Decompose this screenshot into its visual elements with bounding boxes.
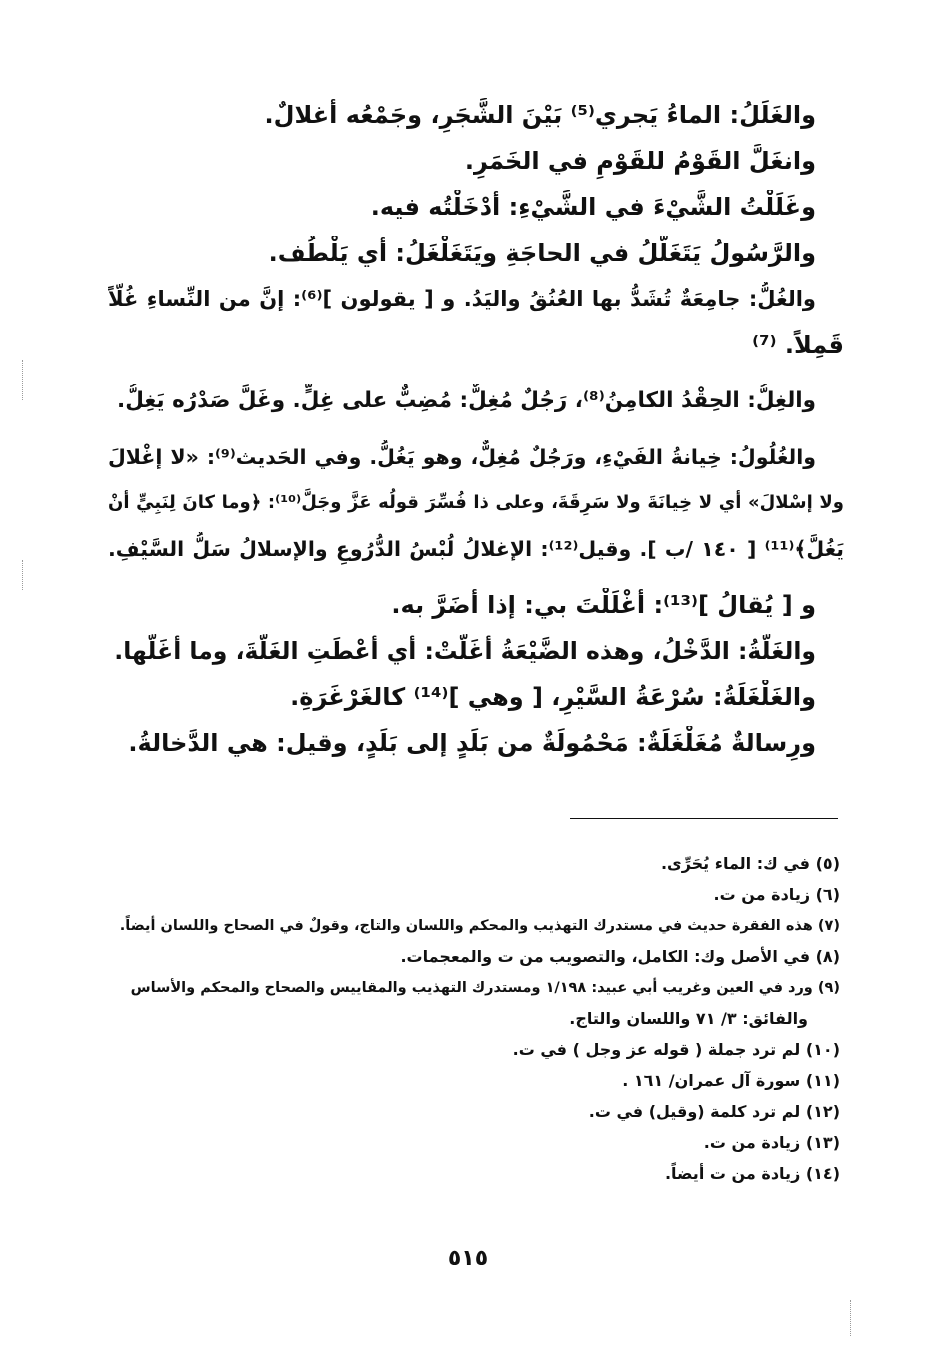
text-line: وغَلَلْتُ الشَّيْءَ في الشَّيْءِ: أدْخَلْتُه فيه.: [370, 193, 816, 221]
footnote: (٥) في ك: الماء يُحَرِّى.: [660, 854, 840, 873]
footnote: (١٠) لم ترد جملة ( قوله عز وجل ) في ت.: [512, 1040, 840, 1059]
footnote: (٧) هذه الفقرة حديث في مستدرك التهذيب والمحكم واللسان والتاج، وقولٌ في الصحاح واللسان أيضاً.: [119, 918, 840, 934]
text-line: والرَّسُولُ يَتَغَلَّلُ في الحاجَةِ ويَتَغَلْغَلُ: أي يَلْطُف.: [268, 239, 816, 267]
text-line: والغِلُّ: الحِقْدُ الكامِنُ⁽⁸⁾، رَجُلٌ مُغِلٌّ: مُضِبٌّ على غِلٍّ. وغَلَّ صَدْرُه يَغِلُّ.: [117, 388, 816, 413]
text-line: يَغُلَّ﴾⁽¹¹⁾ [ ١٤٠ /ب ]. وقيل⁽¹²⁾: الإغلالُ لُبْسُ الدُّرُوعِ والإسلالُ سَلُّ السَّيْفِ.: [108, 537, 844, 561]
text-line: ورِسالةٌ مُغَلْغَلَةٌ: مَحْمُولَةٌ من بَلَدٍ إلى بَلَدٍ، وقيل: هي الدَّخالةُ.: [128, 729, 816, 757]
text-line: والغَلَلُ: الماءُ يَجري⁽⁵⁾ بَيْنَ الشَّجَرِ، وجَمْعُه أغلالٌ.: [264, 101, 816, 129]
footnote-separator: [570, 818, 838, 819]
footnote: (١٤) زيادة من ت أيضاً.: [664, 1164, 840, 1183]
text-line: والغُلُّ: جامِعَةٌ تُشَدُّ بها العُنُقُ واليَدُ. و [ يقولون ]⁽⁶⁾: إنَّ من النِّساءِ غُلّاً: [108, 287, 816, 311]
text-line: و [ يُقالُ ]⁽¹³⁾: أغْلَلْتَ بي: إذا أضَرَّ به.: [391, 591, 816, 619]
footnote: (١١) سورة آل عمران/ ١٦١ .: [622, 1071, 840, 1090]
text-line: ولا إسْلالَ» أي لا خِيانَةَ ولا سَرِقَةَ، وعلى ذا فُسِّرَ قولُه عَزَّ وجَلَّ⁽¹⁰⁾: ﴿وما كانَ لِنَبِيٍّ أنْ: [108, 492, 844, 513]
footnote: (١٢) لم ترد كلمة (وقيل) في ت.: [588, 1102, 840, 1121]
footnote: (٦) زيادة من ت.: [713, 885, 840, 904]
text-line: وانغَلَّ القَوْمُ للقَوْمِ في الخَمَرِ.: [464, 147, 816, 175]
scan-margin-mark: [850, 1300, 851, 1336]
text-line: والغُلُولُ: خِيانةُ الفَيْءِ، ورَجُلٌ مُغِلٌّ، وهو يَغُلُّ. وفي الحَديث⁽⁹⁾: «لا إغْلالَ: [108, 445, 816, 469]
footnote: (٨) في الأصل وك: الكامل، والتصويب من ت والمعجمات.: [400, 947, 840, 966]
page-number: ٥١٥: [447, 1246, 489, 1271]
text-line: والغَلْغَلَةُ: سُرْعَةُ السَّيْرِ، [ وهي ]⁽¹⁴⁾ كالغَرْغَرَةِ.: [290, 683, 816, 711]
footnotes: [108, 852, 840, 1193]
footnote-continuation: والفائق: ٣/ ٧١ واللسان والتاج.: [569, 1009, 808, 1028]
scan-margin-mark: [22, 360, 23, 400]
text-line: والغَلَّةُ: الدَّخْلُ، وهذه الضَّيْعَةُ أغَلَّتْ: أي أعْطَتِ الغَلَّةَ، وما أغَلَّها.: [114, 637, 816, 665]
footnote: (٩) ورد في العين وغريب أبي عبيد: ١/١٩٨ ومستدرك التهذيب والمقاييس والصحاح والمحكم والأساس: [130, 980, 840, 996]
footnote: (١٣) زيادة من ت.: [703, 1133, 840, 1152]
scan-margin-mark: [22, 560, 23, 590]
text-line: قَمِلاً. ⁽⁷⁾: [752, 331, 844, 359]
main-text: [108, 98, 844, 772]
